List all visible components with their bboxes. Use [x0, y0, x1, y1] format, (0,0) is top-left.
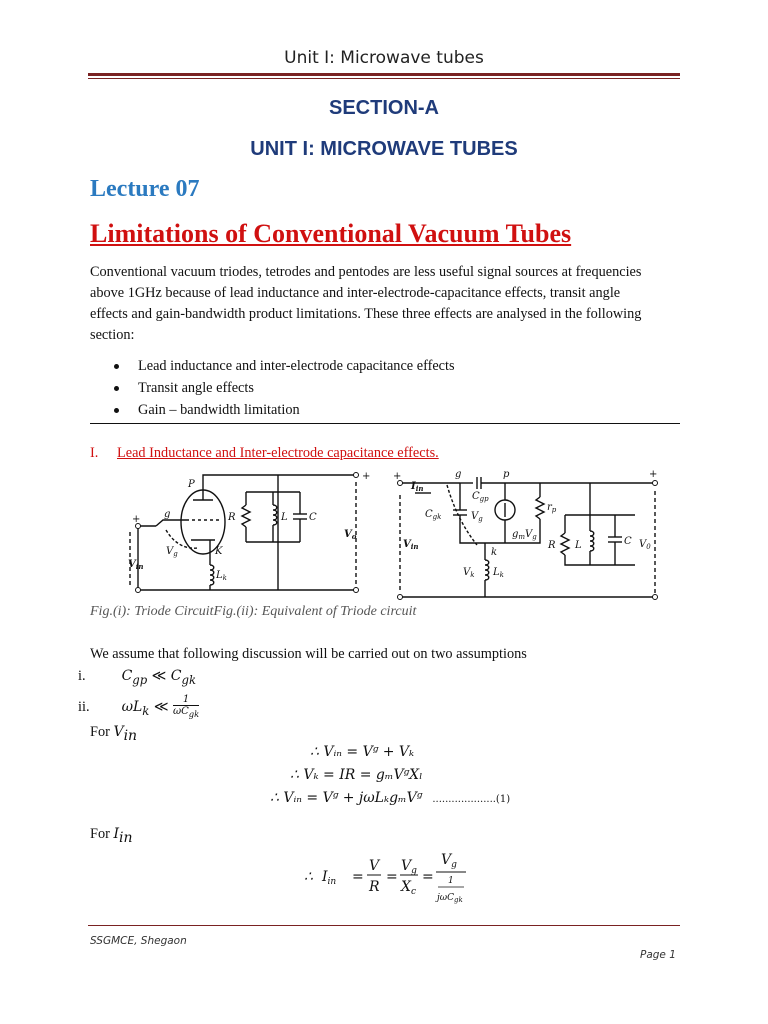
eq-k-label: k [491, 547, 498, 558]
footer-institution: SSGMCE, Shegaon [90, 935, 187, 947]
svg-text:∴: ∴ [304, 869, 313, 885]
subsection-title: Lead Inductance and Inter-electrode capacitance effects. [117, 445, 439, 461]
svg-text:=: = [352, 869, 364, 885]
assumption-equation: $\omega L_k$ ≪ 1 $\omega C_{gk}$ [121, 694, 200, 719]
vo-label: $V_o$ [344, 529, 357, 541]
svg-text:Vg: $V_g$ [441, 852, 457, 870]
eq-c-label: C [624, 536, 632, 547]
vg-label: $V_g$ [166, 546, 178, 558]
svg-text:Vg: $V_g$ [401, 858, 417, 876]
assumption-text: We assume that following discussion will be carried out on two assumptions [90, 646, 527, 662]
page-header-title: Unit I: Microwave tubes [284, 48, 484, 68]
assumption-equation: $C_{gp}$ ≪ $C_{gk}$ [121, 668, 197, 687]
svg-text:=: = [386, 869, 398, 885]
lk-label: $L_k$ [216, 570, 227, 582]
for-iin-label: For $I_{in}$ [90, 826, 133, 846]
eq-plus-label: + [393, 471, 402, 482]
effects-bullet-list [110, 355, 670, 421]
assumption-label: i. [78, 668, 86, 684]
triode-circuit-figure [118, 470, 371, 605]
intro-line: effects and gain-bandwidth product limitations. These three effects are analysed in the following [90, 306, 642, 322]
assumption-item [78, 668, 196, 687]
section-label: SECTION-A [329, 97, 439, 119]
bullet-dot-icon [114, 386, 119, 391]
svg-text:Iin: $I_{in}$ [322, 869, 337, 887]
eq-lk-label: $L_k$ [493, 567, 504, 579]
equivalent-circuit-figure [385, 465, 675, 605]
intro-line: above 1GHz because of lead inductance and inter-electrode-capacitance effects, transit angle [90, 285, 621, 301]
intro-line: Conventional vacuum triodes, tetrodes and pentodes are less useful signal sources at frequencies [90, 264, 642, 280]
figure-caption: Fig.(i): Triode CircuitFig.(ii): Equivalent of Triode circuit [90, 604, 417, 619]
equation-vk: ∴ Vₖ = IR = gₘVᵍXₗ [290, 767, 423, 783]
equation-1: ∴ Vᵢₙ = Vᵍ + jωLₖgₘVᵍ ....................(1) [270, 790, 511, 806]
svg-text:1: 1 [448, 876, 454, 886]
equation-vin: ∴ Vᵢₙ = Vᵍ + Vₖ [310, 744, 415, 760]
intro-line: section: [90, 327, 135, 343]
svg-text:=: = [422, 869, 434, 885]
section-divider [90, 423, 680, 424]
bullet-dot-icon [114, 408, 119, 413]
equation-tag: ....................(1) [432, 794, 511, 805]
header-rule [88, 73, 680, 76]
equation-iin [300, 850, 500, 910]
eq-vg-label: $V_g$ [471, 511, 483, 523]
footer-rule [88, 925, 680, 926]
vk-label: $V_k$ [463, 567, 475, 579]
grid-label: g [164, 509, 171, 520]
cgk-label: $C_{gk}$ [425, 509, 442, 521]
for-vin-label: For $V_{in}$ [90, 724, 138, 744]
rp-label: $r_p$ [547, 502, 557, 514]
svg-text:R: R [369, 879, 380, 895]
vin-label: $V_{in}$ [128, 559, 144, 571]
lecture-title: Lecture 07 [90, 176, 200, 202]
unit-title: UNIT I: MICROWAVE TUBES [250, 138, 518, 160]
assumption-item [78, 694, 199, 720]
plus-label: + [362, 471, 371, 482]
eq-l-label: L [575, 540, 582, 551]
eq-vin-label: $V_{in}$ [403, 539, 419, 551]
svg-text:Xc: $X_c$ [401, 879, 417, 897]
page-number: Page 1 [640, 949, 676, 961]
eq-r-label: R [548, 540, 556, 551]
c-label: C [309, 512, 317, 523]
r-label: R [228, 512, 236, 523]
cathode-label: K [215, 546, 223, 557]
assumption-label: ii. [78, 699, 90, 715]
header-rule-thin [88, 78, 680, 79]
l-label: L [281, 512, 288, 523]
plus-label: + [132, 514, 141, 525]
plate-label: P [188, 479, 195, 490]
intro-paragraph [90, 262, 680, 346]
bullet-item: Gain – bandwidth limitation [110, 399, 670, 421]
svg-text:jωCgk: jωC$_{gk}$ [437, 893, 463, 904]
bullet-dot-icon [114, 364, 119, 369]
svg-text:V: V [369, 858, 380, 874]
v0-label: $V_0$ [639, 539, 651, 551]
subsection-number: I. [90, 445, 99, 461]
eq-grid-label: g [455, 469, 462, 480]
gmvg-label: $g_mV_g$ [512, 529, 537, 541]
subsection-heading [90, 445, 439, 462]
eq-plate-label: p [503, 469, 510, 480]
eq-plus-label: + [649, 469, 658, 480]
bullet-item: Lead inductance and inter-electrode capacitance effects [110, 355, 670, 377]
bullet-item: Transit angle effects [110, 377, 670, 399]
main-heading: Limitations of Conventional Vacuum Tubes [90, 219, 572, 248]
cgp-label: $C_{gp}$ [472, 491, 489, 503]
iin-label: $I_{in}$ [411, 481, 424, 493]
